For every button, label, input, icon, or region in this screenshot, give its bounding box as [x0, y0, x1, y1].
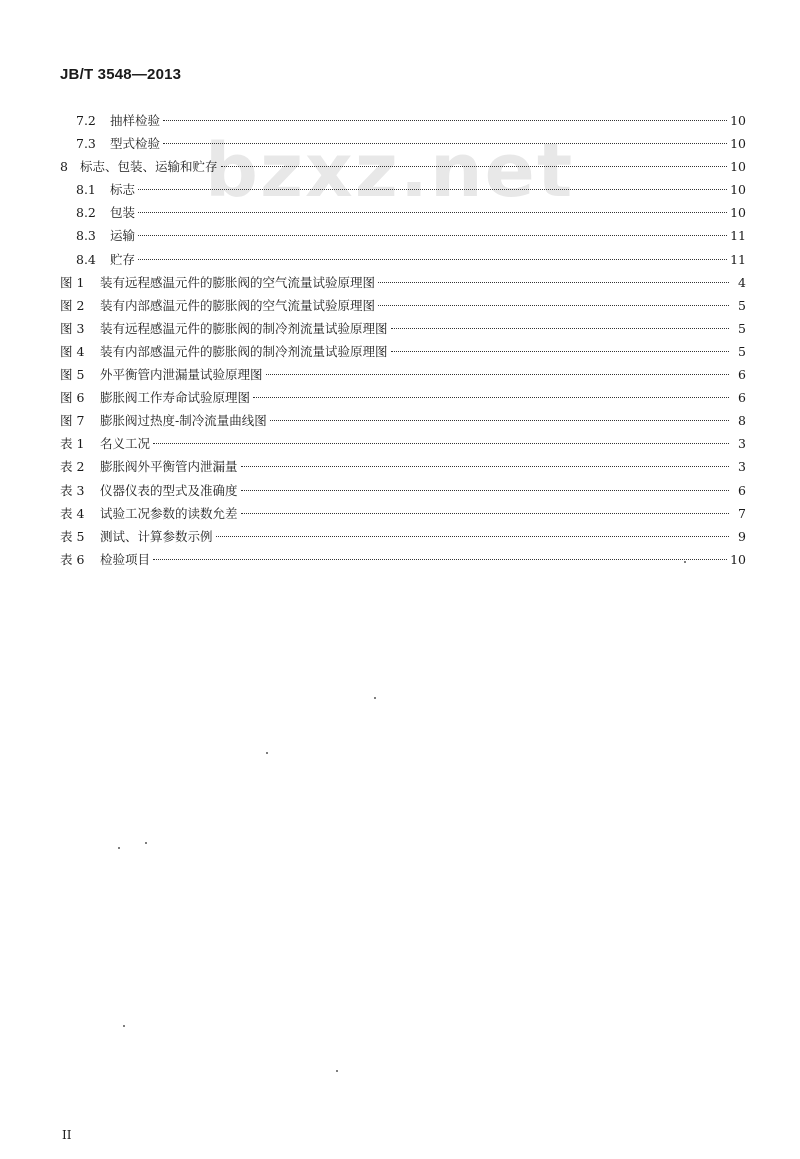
toc-entry-title: 装有远程感温元件的膨胀阀的空气流量试验原理图 — [100, 274, 376, 290]
scan-speck — [118, 847, 120, 849]
toc-row[interactable] — [60, 525, 746, 548]
toc-row[interactable] — [60, 109, 746, 132]
toc-entry-title: 名义工况 — [100, 436, 151, 452]
dot-leader — [153, 442, 729, 444]
toc-entry-number: 表 3 — [60, 482, 85, 498]
toc-entry-page: 10 — [730, 159, 746, 175]
document-header: JB/T 3548—2013 — [60, 66, 182, 83]
toc-entry-number: 图 3 — [60, 320, 85, 336]
toc-entry-number: 图 5 — [60, 367, 85, 383]
toc-row[interactable] — [60, 224, 746, 247]
toc-entry-number: 图 2 — [60, 297, 85, 313]
toc-entry-title: 运输 — [110, 228, 136, 244]
dot-leader — [266, 373, 729, 375]
toc-entry-page: 5 — [738, 297, 746, 313]
toc-row[interactable] — [60, 201, 746, 224]
toc-entry-number: 7.2 — [76, 113, 96, 128]
toc-entry-title: 贮存 — [110, 251, 136, 267]
toc-entry-title: 仪器仪表的型式及准确度 — [100, 482, 238, 498]
dot-leader — [270, 419, 729, 421]
toc-row[interactable] — [60, 502, 746, 525]
toc-row[interactable] — [60, 340, 746, 363]
toc-row[interactable] — [60, 271, 746, 294]
dot-leader — [253, 396, 729, 398]
watermark: bzxz.net — [205, 128, 575, 214]
toc-row[interactable] — [60, 317, 746, 340]
table-of-contents — [60, 109, 746, 571]
toc-entry-number: 图 6 — [60, 390, 85, 406]
toc-entry-title: 装有远程感温元件的膨胀阀的制冷剂流量试验原理图 — [100, 320, 388, 336]
toc-entry-number: 8.2 — [76, 205, 96, 221]
toc-entry-page: 5 — [738, 343, 746, 359]
toc-entry-page: 6 — [738, 482, 746, 498]
toc-entry-page: 6 — [738, 367, 746, 383]
toc-entry-title: 测试、计算参数示例 — [100, 528, 213, 544]
toc-entry-title: 膨胀阀过热度-制冷流量曲线图 — [100, 413, 267, 429]
toc-entry-title: 装有内部感温元件的膨胀阀的制冷剂流量试验原理图 — [100, 343, 388, 359]
toc-row[interactable] — [60, 155, 746, 178]
toc-entry-title: 膨胀阀工作寿命试验原理图 — [100, 390, 251, 406]
page-number: II — [62, 1128, 72, 1142]
toc-entry-number: 7.3 — [76, 136, 96, 152]
dot-leader — [138, 188, 727, 190]
toc-row[interactable] — [60, 479, 746, 502]
toc-entry-page: 5 — [738, 320, 746, 336]
dot-leader — [138, 234, 727, 236]
toc-row[interactable] — [60, 248, 746, 271]
toc-row[interactable] — [60, 455, 746, 478]
toc-entry-page: 11 — [730, 228, 746, 244]
toc-entry-page: 10 — [730, 551, 746, 567]
toc-entry-number: 8 — [60, 159, 68, 175]
toc-entry-number: 表 1 — [60, 436, 85, 452]
toc-row[interactable] — [60, 386, 746, 409]
toc-row[interactable] — [60, 432, 746, 455]
dot-leader — [216, 535, 729, 537]
toc-entry-page: 10 — [730, 136, 746, 152]
toc-entry-page: 11 — [730, 251, 746, 267]
dot-leader — [378, 304, 729, 306]
dot-leader — [138, 258, 727, 260]
toc-row[interactable] — [60, 132, 746, 155]
toc-row[interactable] — [60, 294, 746, 317]
toc-entry-number: 表 4 — [60, 505, 85, 521]
toc-entry-number: 图 4 — [60, 343, 85, 359]
dot-leader — [241, 512, 729, 514]
dot-leader — [241, 465, 729, 467]
dot-leader — [163, 142, 727, 144]
toc-entry-title: 标志、包装、运输和贮存 — [80, 159, 218, 175]
dot-leader — [378, 281, 729, 283]
dot-leader — [138, 211, 727, 213]
toc-entry-page: 9 — [738, 528, 746, 544]
dot-leader — [391, 327, 729, 329]
toc-entry-page: 6 — [738, 390, 746, 406]
dot-leader — [241, 489, 729, 491]
toc-entry-title: 膨胀阀外平衡管内泄漏量 — [100, 459, 238, 475]
toc-row[interactable] — [60, 178, 746, 201]
toc-entry-page: 7 — [738, 505, 746, 521]
dot-leader — [163, 119, 727, 121]
toc-entry-number: 表 2 — [60, 459, 85, 475]
toc-entry-title: 型式检验 — [110, 136, 161, 152]
toc-row[interactable] — [60, 409, 746, 432]
toc-entry-title: 标志 — [110, 182, 136, 198]
scan-speck — [374, 697, 376, 699]
toc-entry-number: 表 6 — [60, 551, 85, 567]
toc-entry-page: 10 — [730, 113, 746, 128]
dot-leader — [391, 350, 729, 352]
scan-speck — [145, 842, 147, 844]
toc-entry-title: 外平衡管内泄漏量试验原理图 — [100, 367, 263, 383]
toc-row[interactable] — [60, 548, 746, 571]
toc-entry-title: 试验工况参数的读数允差 — [100, 505, 238, 521]
toc-entry-title: 抽样检验 — [110, 113, 161, 128]
scan-speck — [123, 1025, 125, 1027]
toc-entry-page: 3 — [738, 459, 746, 475]
toc-entry-number: 8.3 — [76, 228, 96, 244]
toc-row[interactable] — [60, 363, 746, 386]
toc-entry-number: 8.4 — [76, 251, 96, 267]
toc-entry-number: 表 5 — [60, 528, 85, 544]
toc-entry-title: 检验项目 — [100, 551, 151, 567]
toc-entry-page: 3 — [738, 436, 746, 452]
toc-entry-number: 图 1 — [60, 274, 85, 290]
toc-entry-page: 4 — [738, 274, 746, 290]
scan-speck — [336, 1070, 338, 1072]
dot-leader — [221, 165, 728, 167]
toc-entry-number: 图 7 — [60, 413, 85, 429]
toc-entry-page: 8 — [738, 413, 746, 429]
scan-speck — [266, 752, 268, 754]
toc-entry-page: 10 — [730, 205, 746, 221]
scan-speck — [684, 561, 686, 563]
toc-entry-title: 包装 — [110, 205, 136, 221]
toc-entry-page: 10 — [730, 182, 746, 198]
dot-leader — [153, 558, 727, 560]
toc-entry-number: 8.1 — [76, 182, 96, 198]
toc-entry-title: 装有内部感温元件的膨胀阀的空气流量试验原理图 — [100, 297, 376, 313]
